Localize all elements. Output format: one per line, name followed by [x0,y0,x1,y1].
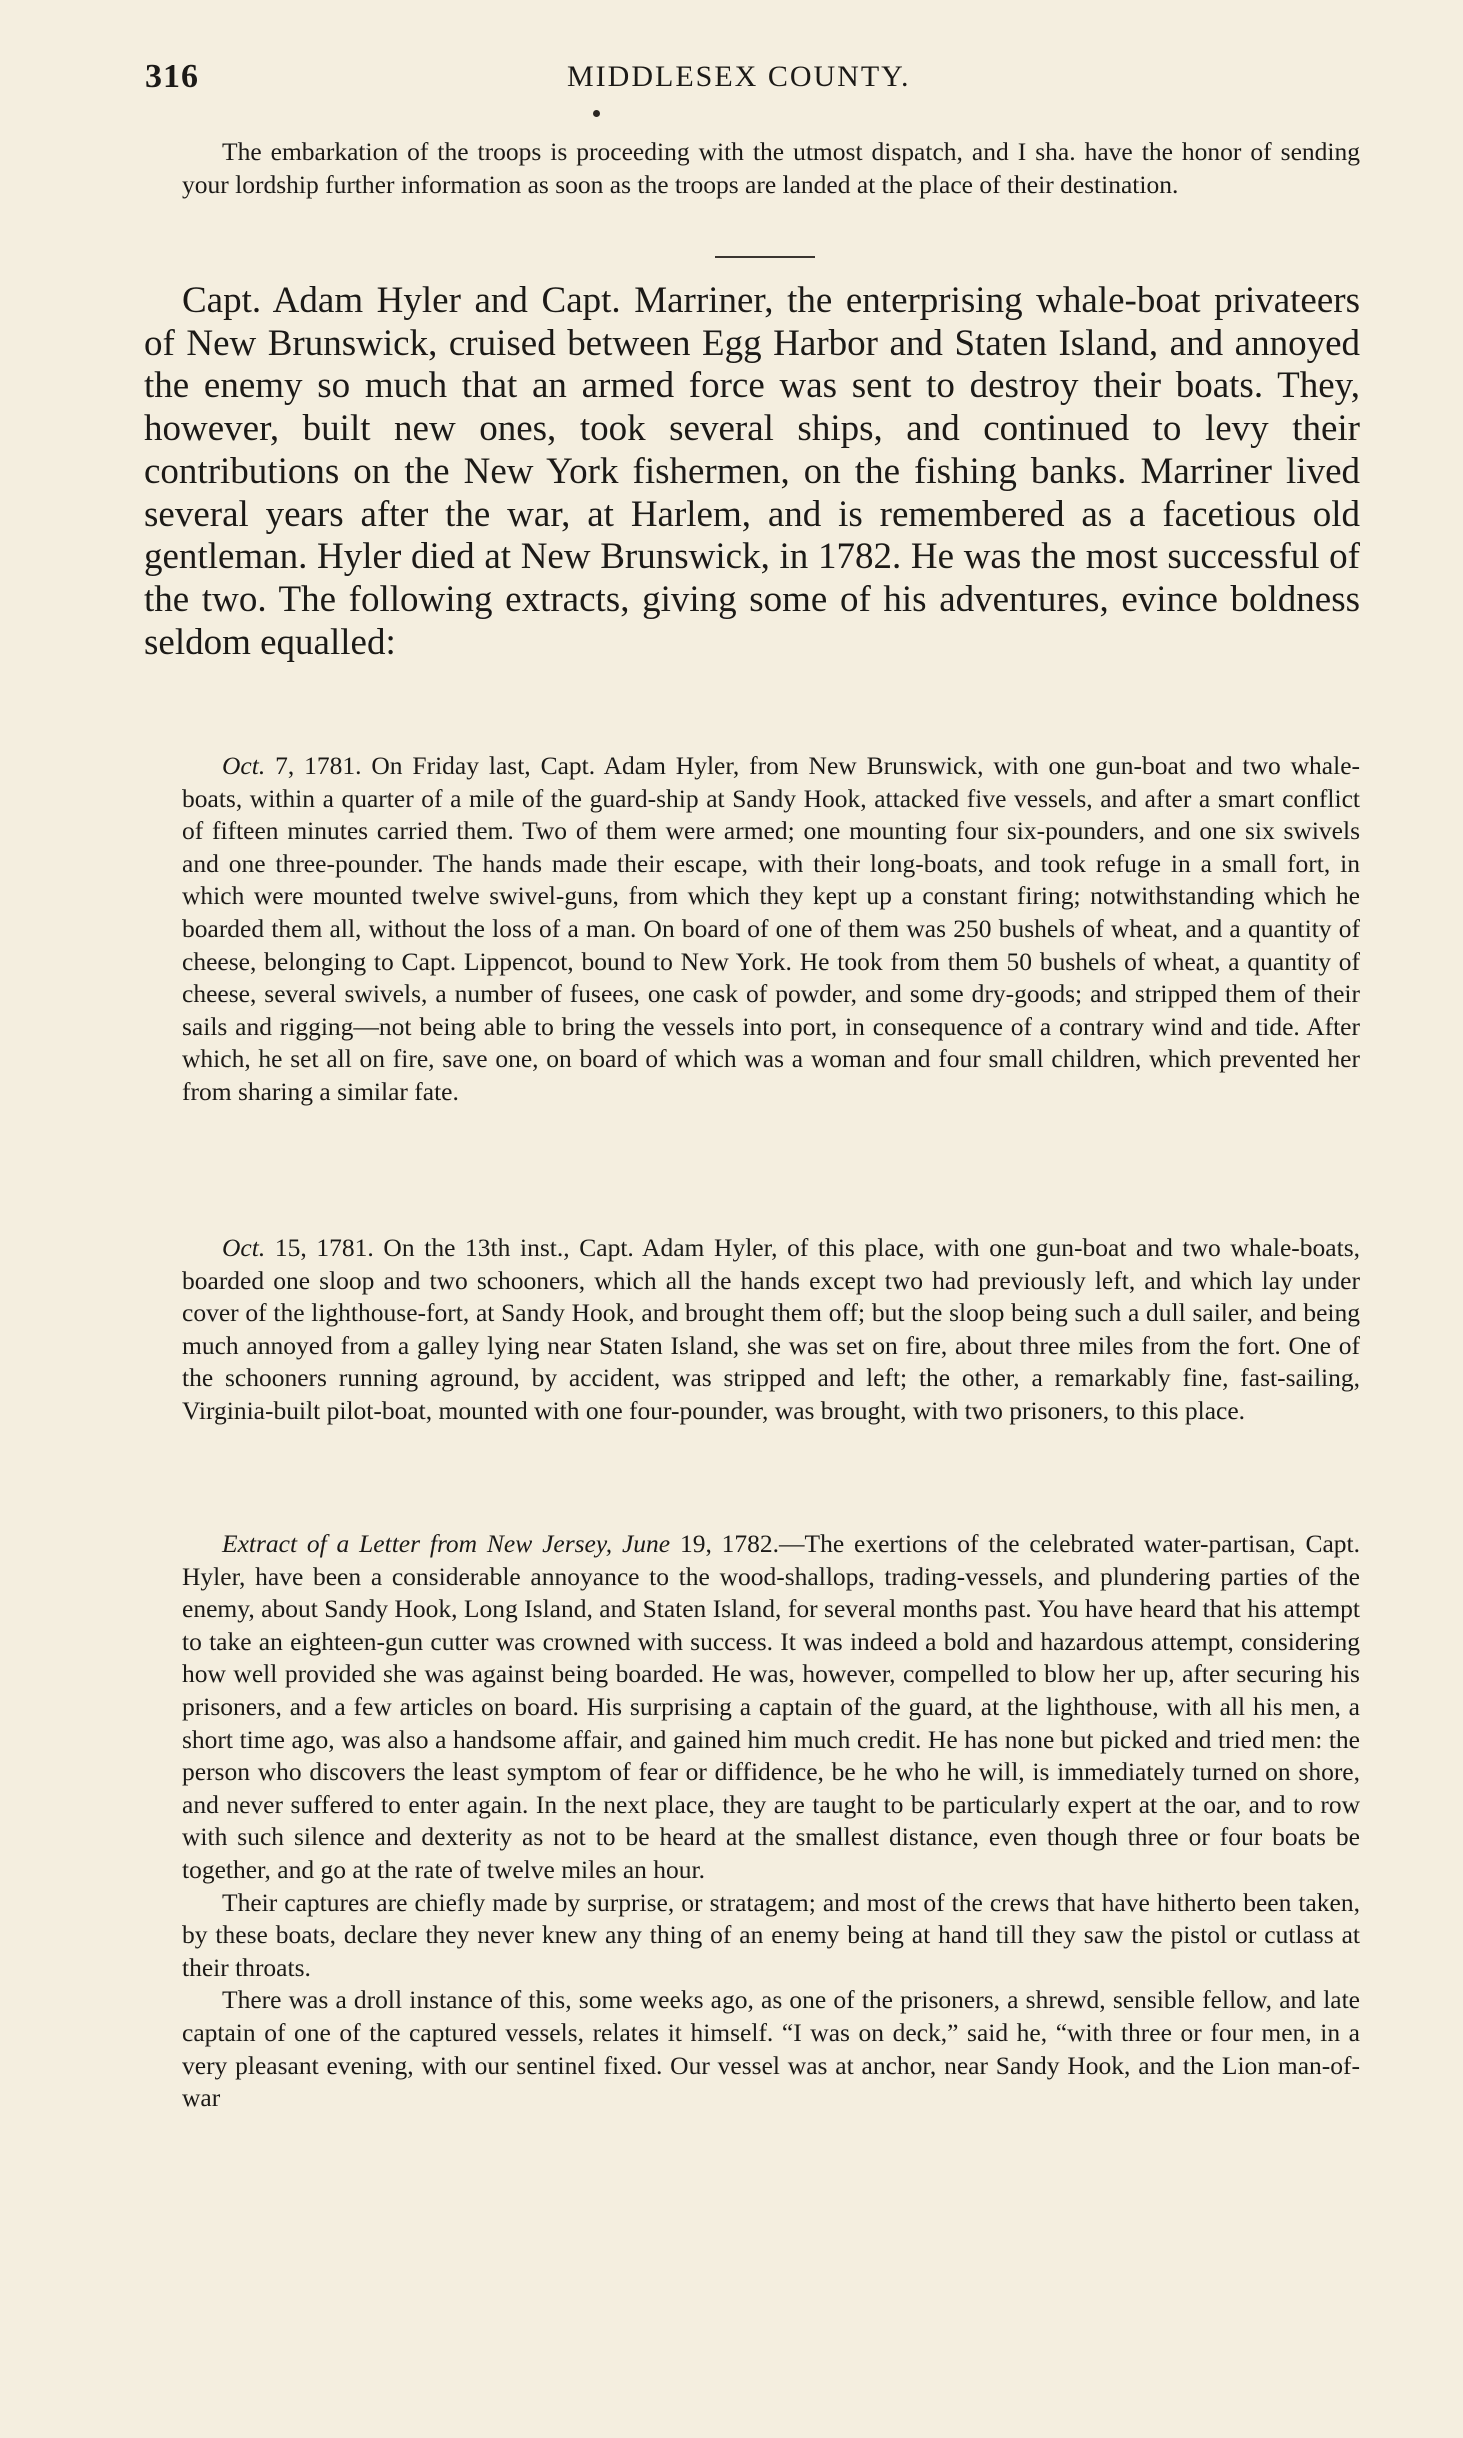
running-head: MIDDLESEX COUNTY. [567,60,911,93]
page-number: 316 [145,58,199,95]
extract-oct-7 [182,750,1360,1109]
extract-oct-7-month: Oct. [222,751,266,780]
extract-oct-15-month: Oct. [222,1233,266,1262]
section-divider [715,256,815,258]
extract-oct-7-text [182,750,1360,1109]
extract-oct-15-text [182,1232,1360,1428]
extract-letter-p1 [182,1528,1360,1887]
extract-oct-15-date: 15, 1781. [265,1233,384,1262]
extract-letter-p1-body: The exertions of the celebrated water-partisan, Capt. Hyler, have been a considerable annoyance to the wood-shallops, trading-vessels, and plundering parties of the enemy, about Sandy Hook, Long Island, and Staten Island, for several months past. You have heard that his attempt to take an eighteen-gun cutter was crowned with success. It was indeed a bold and hazardous attempt, considering how well provided she was against being boarded. He was, however, compelled to blow her up, after securing his prisoners, and a few articles on board. His surprising a captain of the guard, at the lighthouse, with all his men, a short time ago, was also a handsome affair, and gained him much credit. He has none but picked and tried men: the person who discovers the least symptom of fear or diffidence, be he who he will, is immediately turned on shore, and never suffered to enter again. In the next place, they are taught to be particularly expert at the oar, and to row with such silence and dexterity as not to be heard at the smallest distance, even though three or four boats be together, and go at the rate of twelve miles an hour. [182,1529,1360,1884]
extract-letter-date: 19, 1782.— [670,1529,805,1558]
main-text: Capt. Adam Hyler and Capt. Marriner, the enterprising whale-boat privateers of New Brunswick, cruised between Egg Harbor and Staten Island, and annoyed the enemy so much that an armed force was sent to destroy their boats. They, however, built new ones, took several ships, and continued to levy their contributions on the New York fishermen, on the fishing banks. Marriner lived several years after the war, at Harlem, and is remembered as a facetious old gentleman. Hyler died at New Brunswick, in 1782. He was the most successful of the two. The following extracts, giving some of his adventures, evince boldness seldom equalled: [144,280,1360,663]
extract-letter-p3: There was a droll instance of this, some weeks ago, as one of the prisoners, a shrewd, sensible fellow, and late captain of one of the captured vessels, relates it himself. “I was on deck,” said he, “with three or four men, in a very pleasant evening, with our sentinel fixed. Our vessel was at anchor, near Sandy Hook, and the Lion man-of-war [182,1985,1360,2113]
main-paragraph [144,280,1360,664]
extract-letter-title: Extract of a Letter from New Jersey, June [222,1529,671,1558]
intro-paragraph [182,136,1360,201]
stray-dot-mark [593,110,600,117]
extract-oct-15-body: On the 13th inst., Capt. Adam Hyler, of this place, with one gun-boat and two whale-boats, boarded one sloop and two schooners, which all the hands except two had previously left, and which lay under cover of the lighthouse-fort, at Sandy Hook, and brought them off; but the sloop being such a dull sailer, and being much annoyed from a galley lying near Staten Island, she was set on fire, about three miles from the fort. One of the schooners running aground, by accident, was stripped and left; the other, a remarkably fine, fast-sailing, Virginia-built pilot-boat, mounted with one four-pounder, was brought, with two prisoners, to this place. [182,1233,1361,1425]
extract-oct-7-body: On Friday last, Capt. Adam Hyler, from New Brunswick, with one gun-boat and two whale-boats, within a quarter of a mile of the guard-ship at Sandy Hook, attacked five vessels, and after a smart conflict of fifteen minutes carried them. Two of them were armed; one mounting four six-pounders, and one six swivels and one three-pounder. The hands made their escape, with their long-boats, and took refuge in a small fort, in which were mounted twelve swivel-guns, from which they kept up a constant firing; notwithstanding which he boarded them all, without the loss of a man. On board of one of them was 250 bushels of wheat, and a quantity of cheese, belonging to Capt. Lippencot, bound to New York. He took from them 50 bushels of wheat, a quantity of cheese, several swivels, a number of fusees, one cask of powder, and some dry-goods; and stripped them of their sails and rigging—not being able to bring the vessels into port, in consequence of a contrary wind and tide. After which, he set all on fire, save one, on board of which was a woman and four small children, which prevented her from sharing a similar fate. [182,751,1361,1106]
extract-oct-15 [182,1232,1360,1428]
intro-text: The embarkation of the troops is proceeding with the utmost dispatch, and I sha. have the honor of sending your lordship further information as soon as the troops are landed at the place of their destination. [182,137,1360,199]
extract-letter-p2: Their captures are chiefly made by surprise, or stratagem; and most of the crews that have hitherto been taken, by these boats, declare they never knew any thing of an enemy being at hand till they saw the pistol or cutlass at their throats. [182,1887,1360,1982]
page-header [145,58,1360,108]
extract-letter-1782 [182,1528,1360,2115]
extract-oct-7-date: 7, 1781. [265,751,372,780]
